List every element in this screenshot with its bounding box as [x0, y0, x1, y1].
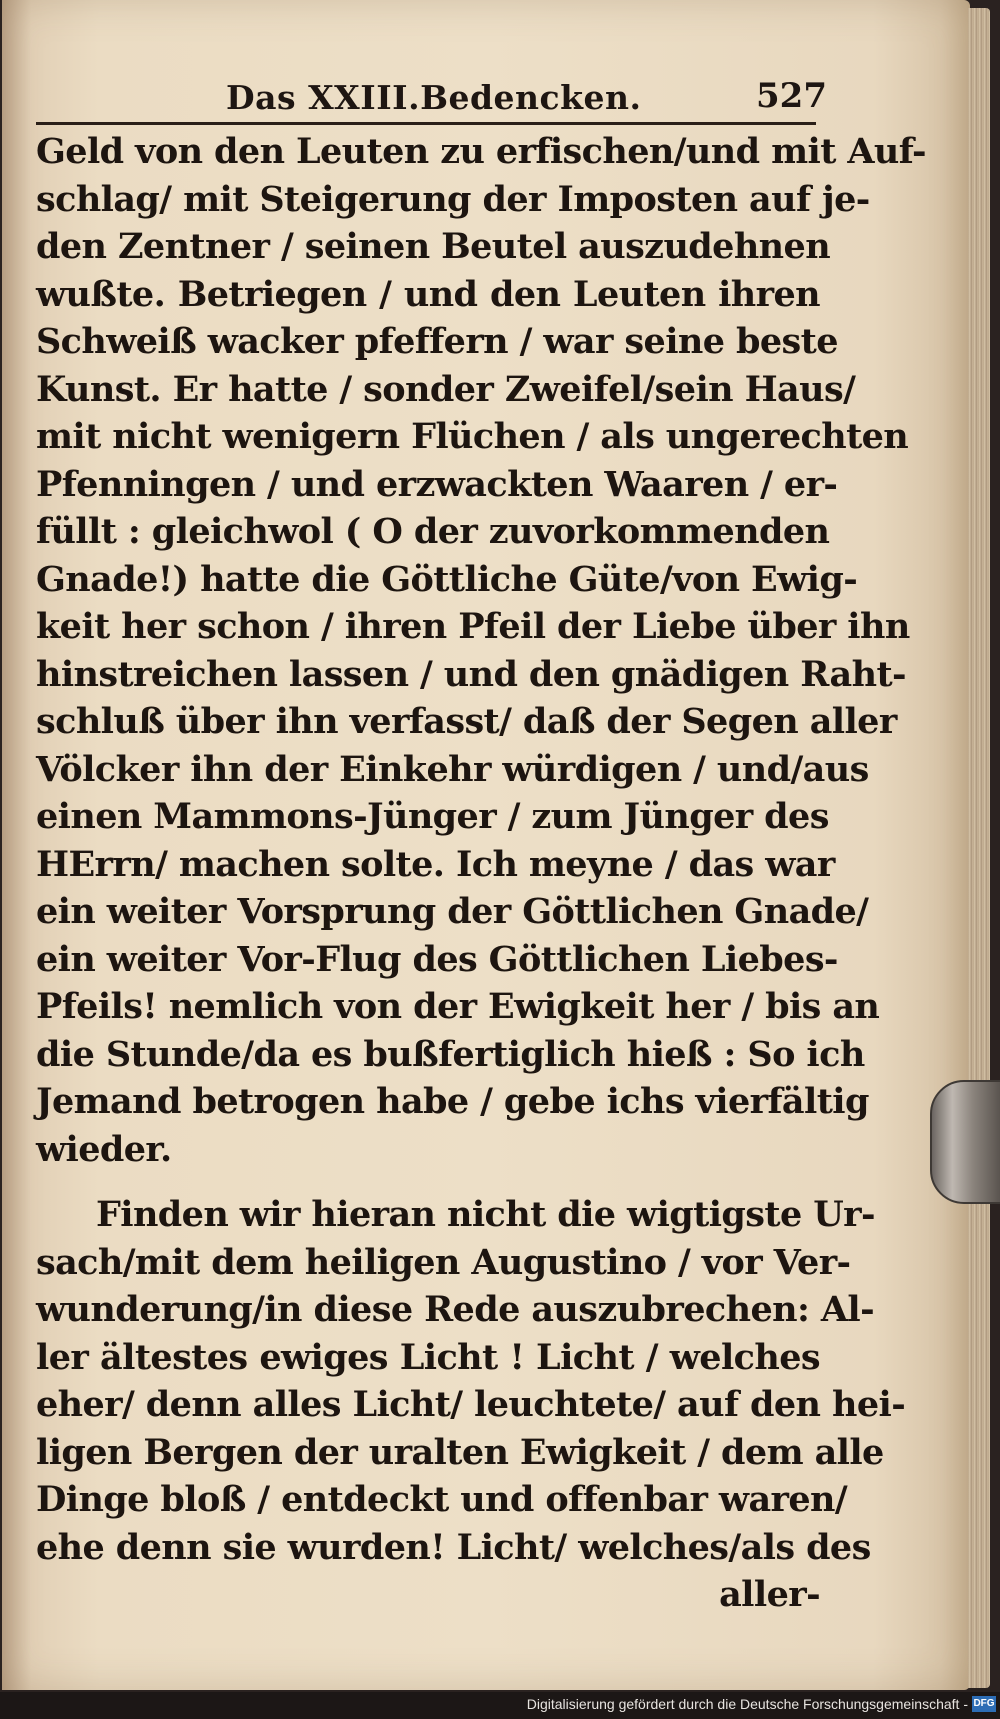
- catchword: aller-: [719, 1574, 820, 1615]
- text-line: Geld von den Leuten zu erfischen/und mit Auf-: [36, 131, 926, 172]
- text-line: wieder.: [36, 1128, 172, 1170]
- paragraph-gap: [36, 1173, 820, 1191]
- text-line: Kunst. Er hatte / sonder Zweifel/sein Haus/: [36, 368, 856, 410]
- text-line: keit her schon / ihren Pfeil der Liebe über ihn: [36, 606, 910, 647]
- text-line: ler ältestes ewiges Licht ! Licht / welches: [36, 1336, 820, 1378]
- text-line: ein weiter Vorsprung der Göttlichen Gnade/: [36, 891, 869, 932]
- text-line: Dinge bloß / entdeckt und offenbar waren/: [36, 1479, 848, 1520]
- page-edges: [968, 8, 990, 1688]
- text-line: Jemand betrogen habe / gebe ichs vierfältig: [36, 1081, 869, 1122]
- footer-credit: Digitalisierung gefördert durch die Deutsche Forschungsgemeinschaft -: [526, 1696, 968, 1712]
- text-line: Völcker ihn der Einkehr würdigen / und/aus: [36, 748, 869, 790]
- text-line: einen Mammons-Jünger / zum Jünger des: [36, 796, 829, 837]
- text-line: Schweiß wacker pfeffern / war seine beste: [36, 321, 838, 362]
- text-line: wunderung/in diese Rede auszubrechen: Al-: [36, 1289, 875, 1330]
- text-line: mit nicht wenigern Flüchen / als ungerechten: [36, 416, 909, 457]
- dfg-logo: DFG: [972, 1696, 996, 1712]
- text-line: Finden wir hieran nicht die wigtigste Ur-: [96, 1194, 875, 1235]
- text-line: eher/ denn alles Licht/ leuchtete/ auf den hei-: [36, 1384, 906, 1425]
- text-line: Pfenningen / und erzwackten Waaren / er-: [36, 463, 838, 505]
- page-number: 527: [756, 76, 827, 116]
- text-line: ein weiter Vor-Flug des Göttlichen Liebes-: [36, 938, 838, 980]
- body-text: [36, 128, 926, 1619]
- text-line: füllt : gleichwol ( O der zuvorkommenden: [36, 511, 830, 552]
- text-line: den Zentner / seinen Beutel auszudehnen: [36, 226, 831, 267]
- text-line: die Stunde/da es bußfertiglich hieß : So ich: [36, 1033, 865, 1075]
- text-line: HErrn/ machen solte. Ich meyne / das war: [36, 843, 835, 885]
- text-line: ehe denn sie wurden! Licht/ welches/als des: [36, 1526, 871, 1568]
- footer-bar: [0, 1692, 1000, 1719]
- text-line: Gnade!) hatte die Göttliche Güte/von Ewig-: [36, 558, 858, 600]
- text-line: wußte. Betriegen / und den Leuten ihren: [36, 273, 820, 315]
- text-line: schlag/ mit Steigerung der Imposten auf je-: [36, 178, 870, 220]
- book-clasp: [930, 1080, 1000, 1204]
- page-header: [36, 78, 826, 124]
- running-title: Das XXIII.Bedencken.: [226, 78, 642, 117]
- text-line: ligen Bergen der uralten Ewigkeit / dem alle: [36, 1431, 884, 1473]
- header-rule: [36, 122, 816, 125]
- text-line: sach/mit dem heiligen Augustino / vor Ver-: [36, 1241, 851, 1283]
- text-line: hinstreichen lassen / und den gnädigen Raht-: [36, 653, 906, 695]
- text-line: schluß über ihn verfasst/ daß der Segen aller: [36, 701, 897, 742]
- text-line: Pfeils! nemlich von der Ewigkeit her / bis an: [36, 986, 880, 1027]
